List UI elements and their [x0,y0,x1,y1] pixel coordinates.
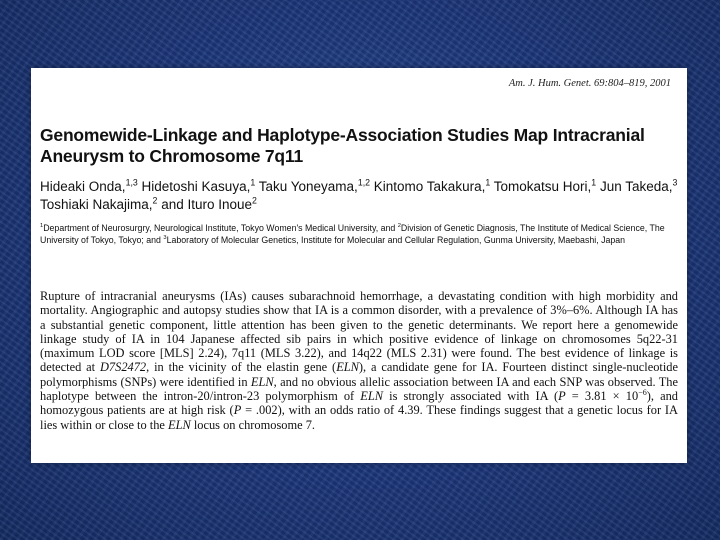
marker-name: D7S2472 [99,360,147,375]
author: Toshiaki Nakajima,$^2$ [40,195,158,212]
affiliation-text: Department of Neurosurgry, Neurological Institute, Tokyo Women's Medical University, and [43,223,398,233]
paper-title: Genomewide-Linkage and Haplotype-Association Studies Map Intracranial Aneurysm to Chromosome 7q11 [40,125,645,166]
author: Hidetoshi Kasuya,$^1$ [141,177,256,194]
affiliation-marker: 3 [163,234,167,241]
paper-page [31,68,687,463]
author: Tomokatsu Hori,$^1$ [493,177,597,194]
journal-citation: Am. J. Hum. Genet. 69:804–819, 2001 [508,78,671,89]
gene-name: ELN [168,417,191,432]
gene-name: ELN [336,360,359,375]
abstract: Rupture of intracranial aneurysms (IAs) causes subarachnoid hemorrhage, a devastating condition with high morbidity and mortality. Angiographic and autopsy studies show that IA is a common disorder, with a prevalence of 3%–6%. Although IA has a substantial genetic component, little attention has been given to the genetic determinants. We report here a genomewide linkage study of IA in 104 Japanese affected sib pairs in which positive evidence of linkage on chromosomes 5q22-31 (maximum LOD score [MLS] 2.24), 7q11 (MLS 3.22), and 14q22 (MLS 2.31) were found. The best evidence of linkage is detected at D7S2472, in the vicinity of the elastin gene (ELN), a candidate gene for IA. Fourteen distinct single-nucleotide polymorphisms (SNPs) were identified in ELN, and no obvious allelic association between IA and each SNP was observed. The haplotype between the intron-20/intron-23 polymorphism of ELN is strongly associated with IA $(P = 3.81 \times 10^{-6})$, and homozygous patients are at high risk (P = .002), with an odds ratio of 4.39. These findings suggest that a genetic locus for IA lies within or close to the ELN locus on chromosome 7. [40,289,678,432]
gene-name: ELN [360,389,384,404]
affiliation-marker: 1 [40,223,44,230]
affiliation-marker: 2 [397,223,401,230]
affiliation-text: Laboratory of Molecular Genetics, Institute for Molecular and Cellular Regulation, Gunma University, Maebashi, Japan [166,234,626,245]
affiliation-text: Division of Genetic Diagnosis, The Institute of Medical Science, The University of Tokyo, Tokyo; and [40,223,665,245]
author: Taku Yoneyama,$^{1,2}$ [258,177,370,194]
author: Jun Takeda,$^3$ [599,177,678,194]
author: and Ituro Inoue$^2$ [161,195,257,212]
author-list [40,178,680,214]
author: Kintomo Takakura,$^1$ [373,177,491,194]
gene-name: ELN [250,374,274,389]
author: Hideaki Onda,$^{1,3}$ [40,177,138,194]
affiliations [40,223,680,246]
